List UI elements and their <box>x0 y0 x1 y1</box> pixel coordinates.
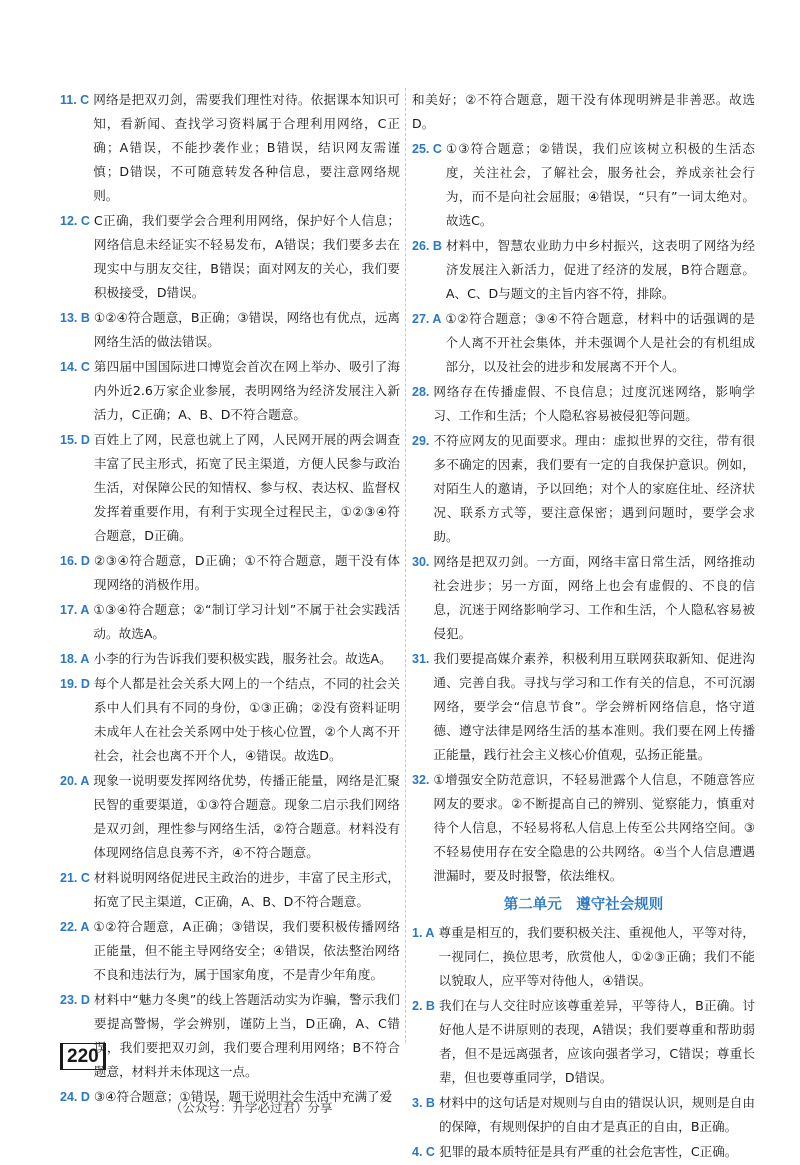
answer-text: ②③④符合题意，D正确；①不符合题意，题干没有体现网络的消极作用。 <box>93 553 400 592</box>
answer-number: 19. D <box>60 677 90 691</box>
answer-text: ③④符合题意；①错误，题干说明社会生活中充满了爱 <box>93 1089 393 1104</box>
answer-item <box>60 209 400 305</box>
answer-text: C正确，我们要学会合理利用网络，保护好个人信息；网络信息未经证实不轻易发布，A错误；我们要多去在现实中与朋友交往，B错误；面对网友的关心，我们要积极接受，D错误。 <box>93 213 400 300</box>
answer-text: 网络是把双刃剑，需要我们理性对待。依据课本知识可知，看新闻、查找学习资料属于合理利用网络，C正确；A错误，不能抄袭作业；B错误，结识网友需谨慎；D错误，不可随意转发各种信息，要注意网络规则。 <box>93 92 400 203</box>
answer-text: 网络是把双刃剑。一方面，网络丰富日常生活，网络推动社会进步；另一方面，网络上也会有虚假的、不良的信息，沉迷于网络影响学习、工作和生活，个人隐私容易被侵犯。 <box>433 554 755 641</box>
answer-number: 25. C <box>412 142 442 156</box>
answer-item <box>412 1140 755 1164</box>
answer-text: ①②符合题意；③④不符合题意，材料中的话强调的是个人离不开社会集体，并未强调个人是社会的有机组成部分，以及社会的进步和发展离不开个人。 <box>445 311 755 374</box>
right-column <box>412 88 755 1165</box>
answer-number: 26. B <box>412 239 442 253</box>
answer-item <box>60 866 400 914</box>
answer-item <box>412 550 755 646</box>
answer-number: 28. <box>412 385 430 399</box>
answer-number: 3. B <box>412 1096 435 1110</box>
answer-item <box>60 915 400 987</box>
answer-text: 犯罪的最本质特征是具有严重的社会危害性，C正确。 <box>438 1144 738 1159</box>
answer-number: 22. A <box>60 920 90 934</box>
answer-item <box>60 549 400 597</box>
answer-item <box>60 355 400 427</box>
answer-number: 16. D <box>60 554 90 568</box>
answer-item <box>60 988 400 1084</box>
answer-item <box>412 768 755 888</box>
answer-number: 4. C <box>412 1145 435 1159</box>
answer-number: 2. B <box>412 999 435 1013</box>
answer-item <box>60 672 400 768</box>
answer-text: 百姓上了网，民意也就上了网，人民网开展的两会调查丰富了民主形式，拓宽了民主渠道，方便人民参与政治生活，对保障公民的知情权、参与权、表达权、监督权发挥着重要作用，有利于实现全过程民主，①②③④符合题意，D正确。 <box>93 432 400 543</box>
answer-number: 27. A <box>412 312 442 326</box>
answer-item <box>60 769 400 865</box>
answer-number: 29. <box>412 434 430 448</box>
answer-number: 31. <box>412 652 430 666</box>
answer-item <box>60 306 400 354</box>
answer-text: 材料中的这句话是对规则与自由的错误认识，规则是自由的保障，有规则保护的自由才是真正的自由，B正确。 <box>438 1095 755 1134</box>
unit-answer-list <box>412 921 755 1164</box>
answer-number: 11. C <box>60 93 90 107</box>
answer-number: 21. C <box>60 871 90 885</box>
answer-item <box>412 307 755 379</box>
answer-number: 1. A <box>412 926 435 940</box>
answer-item <box>60 428 400 548</box>
answer-text: 材料说明网络促进民主政治的进步，丰富了民主形式，拓宽了民主渠道，C正确，A、B、D不符合题意。 <box>93 870 400 909</box>
answer-text: ①③符合题意；②错误，我们应该树立积极的生活态度，关注社会，了解社会，服务社会，养成亲社会行为，而不是向社会屈服；④错误，“只有”一词太绝对。故选C。 <box>445 141 755 228</box>
answer-text: 和美好；②不符合题意，题干没有体现明辨是非善恶。故选D。 <box>412 92 755 131</box>
unit-title: 第二单元 遵守社会规则 <box>503 897 664 913</box>
answer-item <box>412 921 755 993</box>
page-number: 220 <box>60 1043 106 1070</box>
answer-text: ①②符合题意，A正确；③错误，我们要积极传播网络正能量，但不能主导网络安全；④错误，依法整治网络不良和违法行为，属于国家角度，不是青少年角度。 <box>93 919 400 982</box>
answer-text: 不符应网友的见面要求。理由：虚拟世界的交往，带有很多不确定的因素，我们要有一定的自我保护意识。例如，对陌生人的邀请，予以回绝；对个人的家庭住址、经济状况、联系方式等，要注意保密；遇到问题时，要学会求助。 <box>433 433 755 544</box>
answer-number: 17. A <box>60 603 90 617</box>
answer-text: 我们要提高媒介素养，积极利用互联网获取新知、促进沟通、完善自我。寻找与学习和工作有关的信息，不可沉溺网络，要学会“信息节食”。学会辨析网络信息，恪守道德、遵守法律是网络生活的基本准则。我们要在网上传播正能量，践行社会主义核心价值观，弘扬正能量。 <box>433 651 755 762</box>
answer-number: 13. B <box>60 311 90 325</box>
answer-item <box>412 234 755 306</box>
answer-text: 第四届中国国际进口博览会首次在网上举办、吸引了海内外近2.6万家企业参展，表明网络为经济发展注入新活力，C正确；A、B、D不符合题意。 <box>93 359 400 422</box>
column-divider <box>405 88 406 1043</box>
footer-credit: （公众号：升学必过君）分享 <box>170 1100 333 1115</box>
answer-number: 12. C <box>60 214 90 228</box>
answer-text: 每个人都是社会关系大网上的一个结点，不同的社会关系中人们具有不同的身份，①③正确；②没有资料证明未成年人在社会关系网中处于核心位置，②个人离不开社会，社会也离不开个人，④错误。故选D。 <box>93 676 400 763</box>
answer-item <box>60 598 400 646</box>
answer-text: ①②④符合题意，B正确；③错误，网络也有优点，远离网络生活的做法错误。 <box>93 310 400 349</box>
answer-number: 23. D <box>60 993 90 1007</box>
answer-number: 24. D <box>60 1090 90 1104</box>
answer-item <box>412 1091 755 1139</box>
answer-text: 网络存在传播虚假、不良信息；过度沉迷网络，影响学习、工作和生活；个人隐私容易被侵犯等问题。 <box>433 384 755 423</box>
answer-text: 现象一说明要发挥网络优势，传播正能量，网络是汇聚民智的重要渠道，①③符合题意。现象二启示我们网络是双刃剑，理性参与网络生活，②符合题意。材料没有体现网络信息良莠不齐，④不符合题意。 <box>93 773 400 860</box>
answer-item <box>412 137 755 233</box>
answer-number: 30. <box>412 555 430 569</box>
answer-item <box>412 994 755 1090</box>
answer-item <box>60 647 400 671</box>
answer-text: 我们在与人交往时应该尊重差异，平等待人，B正确。讨好他人是不讲原则的表现，A错误；我们要尊重和帮助弱者，但不是远离强者，应该向强者学习，C错误；尊重长辈，但也要尊重同学，D错误。 <box>438 998 755 1085</box>
answer-text: 材料中“魅力冬奥”的线上答题活动实为诈骗，警示我们要提高警惕，学会辨别，谨防上当，D正确，A、C错误，我们要把双刃剑，我们要合理利用网络；B不符合题意，材料并未体现这一点。 <box>93 992 400 1079</box>
answer-item <box>412 88 755 136</box>
right-answer-list <box>412 88 755 888</box>
answer-item <box>412 380 755 428</box>
answer-number: 15. D <box>60 433 90 447</box>
answer-item <box>60 88 400 208</box>
answer-text: 材料中，智慧农业助力中乡村振兴，这表明了网络为经济发展注入新活力，促进了经济的发展，B符合题意。A、C、D与题文的主旨内容不符，排除。 <box>445 238 755 301</box>
answer-text: ①增强安全防范意识，不轻易泄露个人信息，不随意答应网友的要求。②不断提高自己的辨别、觉察能力，慎重对待个人信息，不轻易将私人信息上传至公共网络空间。③不轻易使用存在安全隐患的公共网络。④当个人信息遭遇泄漏时，要及时报警，依法维权。 <box>433 772 755 883</box>
answer-number: 20. A <box>60 774 90 788</box>
answer-number: 32. <box>412 773 430 787</box>
answer-item <box>412 647 755 767</box>
answer-item <box>412 429 755 549</box>
left-column <box>60 88 400 1110</box>
answer-text: 小李的行为告诉我们要积极实践，服务社会。故选A。 <box>93 651 392 666</box>
answer-text: ①③④符合题意；②“制订学习计划”不属于社会实践活动。故选A。 <box>93 602 400 641</box>
answer-number: 14. C <box>60 360 90 374</box>
answer-text: 尊重是相互的，我们要积极关注、重视他人，平等对待，一视同仁，换位思考，欣赏他人，①②③正确；我们不能以貌取人，应平等对待他人，④错误。 <box>438 925 755 988</box>
answer-number: 18. A <box>60 652 90 666</box>
